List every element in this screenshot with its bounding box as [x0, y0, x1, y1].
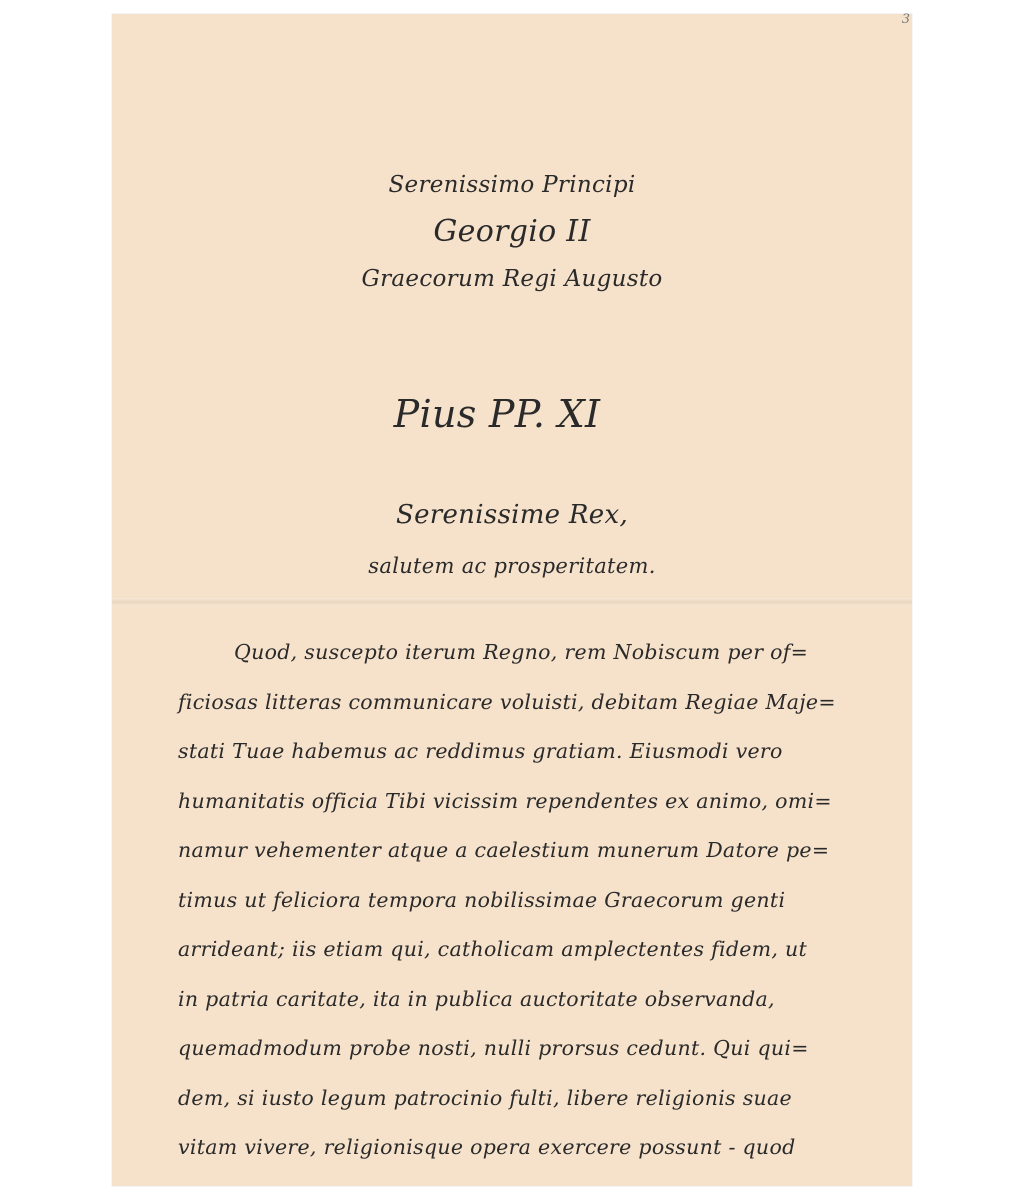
paper-fold	[112, 598, 912, 606]
body-line: namur vehementer atque a caelestium munerum Datore pe=	[178, 838, 830, 862]
body-line: arrideant; iis etiam qui, catholicam amplectentes fidem, ut	[178, 937, 808, 961]
body-line: humanitatis officia Tibi vicissim rependentes ex animo, omi=	[178, 788, 832, 813]
salutation: salutem ac prosperitatem.	[368, 554, 656, 578]
letter-body	[178, 640, 836, 1185]
body-line: dem, si iusto legum patrocinio fulti, libere religionis suae	[178, 1085, 792, 1110]
sender-name: Pius PP. XI	[393, 392, 601, 436]
page-number: 3	[901, 12, 910, 27]
greeting: Serenissime Rex,	[395, 500, 629, 530]
body-line: Quod, suscepto iterum Regno, rem Nobiscum per of=	[234, 640, 809, 664]
body-line: quemadmodum probe nosti, nulli prorsus cedunt. Qui qui=	[178, 1036, 809, 1060]
body-line: timus ut feliciora tempora nobilissimae Graecorum genti	[178, 887, 786, 912]
body-line: in patria caritate, ita in publica auctoritate observanda,	[178, 986, 775, 1011]
body-line: stati Tuae habemus ac reddimus gratiam. Eiusmodi vero	[178, 739, 783, 763]
body-line: vitam vivere, religionisque opera exercere possunt - quod	[178, 1135, 796, 1159]
address-line-1: Serenissimo Principi	[388, 172, 636, 198]
address-line-2: Georgio II	[433, 214, 591, 249]
address-line-3: Graecorum Regi Augusto	[361, 266, 663, 292]
letter-page	[112, 14, 912, 1186]
body-line: ficiosas litteras communicare voluisti, debitam Regiae Maje=	[178, 689, 836, 714]
